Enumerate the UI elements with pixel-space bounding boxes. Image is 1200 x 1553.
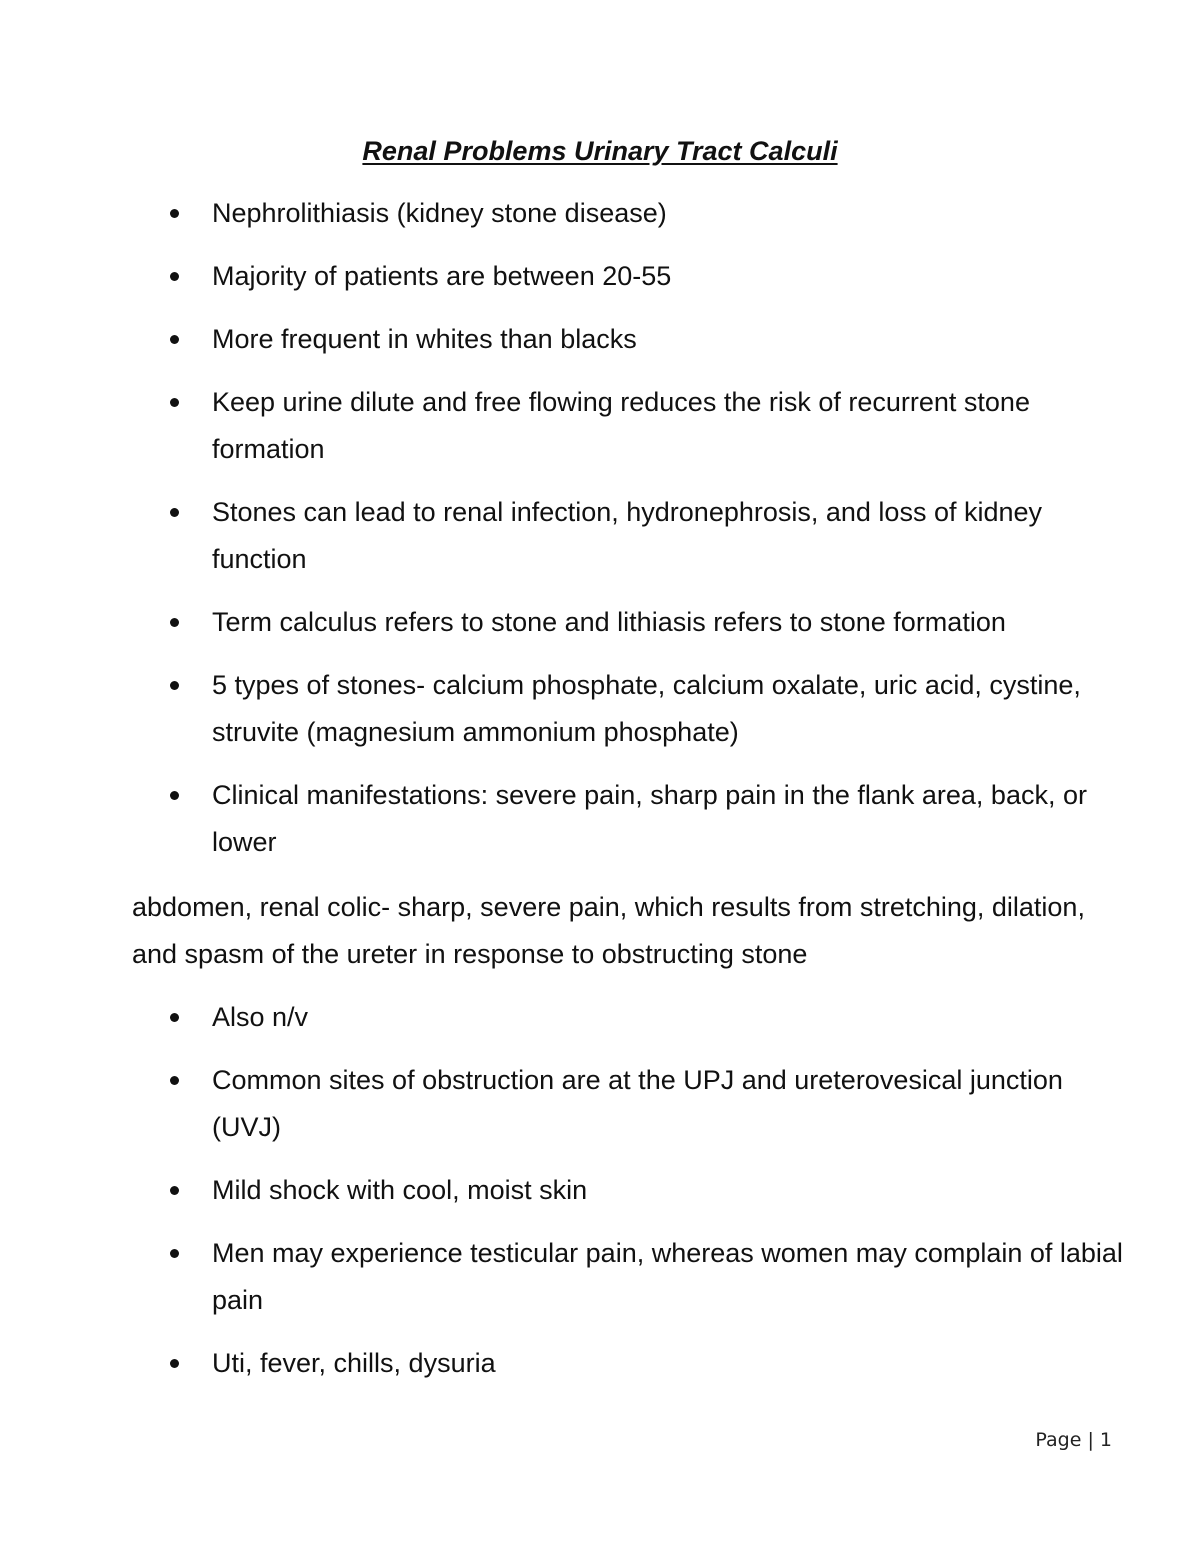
list-item-text: Uti, fever, chills, dysuria <box>212 1348 496 1378</box>
list-item-text: Common sites of obstruction are at the UPJ and ureterovesical junction (UVJ) <box>212 1065 1063 1142</box>
bullet-icon <box>170 681 179 690</box>
bullet-icon <box>170 1013 179 1022</box>
list-item <box>170 662 1130 756</box>
bullet-icon <box>170 508 179 517</box>
list-item <box>170 1230 1130 1324</box>
list-item <box>170 1057 1130 1151</box>
bullet-icon <box>170 791 179 800</box>
list-item <box>170 599 1130 646</box>
list-item <box>170 190 1130 237</box>
list-item-text: Keep urine dilute and free flowing reduces the risk of recurrent stone formation <box>212 387 1030 464</box>
list-item <box>170 772 1130 866</box>
bullet-icon <box>170 1249 179 1258</box>
list-item-text: Clinical manifestations: severe pain, sharp pain in the flank area, back, or lower <box>212 780 1087 857</box>
page-title: Renal Problems Urinary Tract Calculi <box>362 136 838 166</box>
list-item-text: Also n/v <box>212 1002 309 1032</box>
bullet-icon <box>170 272 179 281</box>
body-paragraph: abdomen, renal colic- sharp, severe pain, which results from stretching, dilation, and spasm of the ureter in response to obstructing stone <box>132 892 1085 969</box>
bullet-list-bottom <box>170 994 1130 1403</box>
list-item <box>170 1167 1130 1214</box>
list-item-text: More frequent in whites than blacks <box>212 324 637 354</box>
bullet-icon <box>170 398 179 407</box>
list-item-text: Mild shock with cool, moist skin <box>212 1175 588 1205</box>
bullet-list-top <box>170 190 1130 882</box>
list-item <box>170 994 1130 1041</box>
bullet-icon <box>170 1186 179 1195</box>
list-item-text: Men may experience testicular pain, whereas women may complain of labial pain <box>212 1238 1123 1315</box>
list-item <box>170 489 1130 583</box>
bullet-icon <box>170 618 179 627</box>
list-item <box>170 379 1130 473</box>
list-item <box>170 253 1130 300</box>
bullet-icon <box>170 1076 179 1085</box>
list-item-text: Nephrolithiasis (kidney stone disease) <box>212 198 667 228</box>
list-item <box>170 1340 1130 1387</box>
list-item-text: Majority of patients are between 20-55 <box>212 261 672 291</box>
list-item-text: 5 types of stones- calcium phosphate, calcium oxalate, uric acid, cystine, struvite (magnesium ammonium phosphate) <box>212 670 1081 747</box>
list-item-text: Term calculus refers to stone and lithiasis refers to stone formation <box>212 607 1006 637</box>
list-item <box>170 316 1130 363</box>
list-item-text: Stones can lead to renal infection, hydronephrosis, and loss of kidney function <box>212 497 1043 574</box>
bullet-icon <box>170 209 179 218</box>
bullet-icon <box>170 335 179 344</box>
bullet-icon <box>170 1359 179 1368</box>
page-number-footer: Page | 1 <box>1035 1429 1112 1451</box>
